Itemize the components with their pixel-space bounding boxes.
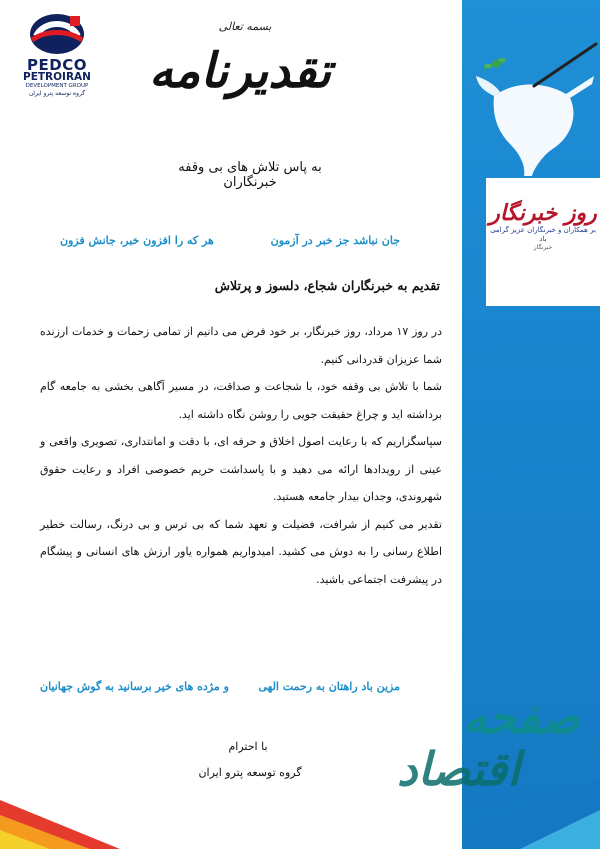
body-text [40,318,442,593]
closing-respect: با احترام [228,740,268,753]
pedco-logo [18,10,96,98]
page-title: تقدیرنامه [148,43,332,99]
closing-signer: گروه توسعه پترو ایران [198,766,302,779]
body-paragraph-3: سپاسگزاریم که با رعایت اصول اخلاق و حرفه ای، با دقت و امانتداری، تصویری واقعی و عینی از رویدادها ارائه می دهید و با پاسداشت حریم خصوصی افراد و رعایت حقوق شهروندی، وجدان بیدار جامعه هستید. [40,435,442,503]
watermark-line-1: صفحه [463,690,580,744]
dove-pen-icon [474,36,600,176]
logo-name: PEDCO [27,56,87,74]
bismillah: بسمه تعالی [218,20,272,33]
logo-sub2: DEVELOPMENT GROUP [25,83,89,89]
page-subtitle: به پاس تلاش های بی وقفه خبرنگاران [178,160,322,190]
watermark-line-2: اقتصاد [396,742,520,796]
verse-right-top: جان نباشد جز خبر در آزمون [270,234,400,247]
logo-persian: گروه توسعه پترو ایران [28,90,86,97]
journalist-day-badge [486,200,600,252]
logo-sub: PETROIRAN [23,71,91,83]
verse-right-bottom: مزین باد راهتان به رحمت الهی [258,680,400,693]
watermark [330,684,590,834]
body-paragraph-1: در روز ۱۷ مرداد، روز خبرنگار، بر خود فرض می دانیم از تمامی زحمات و خدمات ارزنده شما عزیزان قدردانی کنیم. [40,325,442,366]
body-paragraph-2: شما با تلاش بی وقفه خود، با شجاعت و صداقت، در مسیر آگاهی بخشی به جامعه گام برداشته اید و چراغ حقیقت جویی را روشن نگاه داشته اید. [40,380,442,421]
dedication: تقدیم به خبرنگاران شجاع، دلسوز و پرتلاش [214,278,440,293]
badge-signature: خبرنگار [533,244,553,251]
verse-left-top: هر که را افزون خبر، جانش فزون [60,234,214,247]
body-paragraph-4: تقدیر می کنیم از شرافت، فضیلت و تعهد شما که بی ترس و بی درنگ، رسالت خطیر اطلاع رسانی را به دوش می کشید. امیدواریم همواره یاور ارزش های انسانی و پیشگام در پیشرفت اجتماعی باشید. [40,517,442,586]
verse-left-bottom: و مژده های خیر برسانید به گوش جهانیان [40,680,229,693]
badge-subtitle: بر همکاران و خبرنگاران عزیز گرامی باد [490,226,596,243]
pedco-logo-icon [26,10,88,58]
badge-title: روز خبرنگار [489,200,597,226]
